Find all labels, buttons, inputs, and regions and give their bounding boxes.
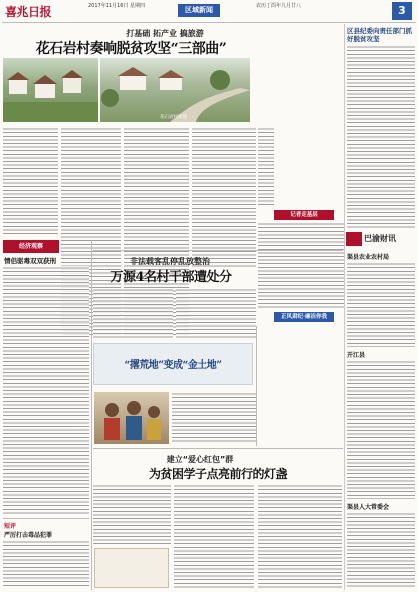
right-brief3-body [347, 512, 415, 588]
advertisement-box [94, 548, 169, 588]
right-brief3-head: 渠县人大常委会 [347, 504, 390, 511]
mid-story-kicker: 非法载客乱停乱放整治 [130, 257, 210, 266]
left-bottom-body [3, 540, 89, 588]
photo-caption: 花石岩村新貌 [160, 115, 187, 120]
column-rule-mid [256, 326, 257, 446]
mid-story-body-col2 [176, 288, 256, 340]
top-story-body-col4 [192, 127, 256, 267]
right-column-body-top [347, 45, 415, 229]
left-column-body [3, 266, 89, 516]
top-story-body-col1 [3, 127, 58, 235]
right-brief2-head: 开江县 [347, 352, 366, 359]
section-tag: 区域新闻 [178, 4, 220, 17]
column-rule-right [344, 24, 345, 590]
top-story-headline: 花石岩村奏响脱贫攻坚“三部曲” [35, 41, 227, 57]
bottom-story-body-col3 [258, 484, 342, 588]
bottom-story-kicker: 建立“爱心红包”群 [166, 455, 234, 464]
mid-story-headline: 万源4名村干部遭处分 [110, 270, 232, 285]
right-headline: 区县纪委向责任部门抓好脱贫攻坚 [347, 27, 412, 43]
left-subhead: 情侣驱毒双双获刑 [4, 257, 56, 265]
page-number: 3 [392, 2, 412, 20]
reporter-strip: 记者走基层 [274, 210, 334, 220]
bottom-story-body-col1 [93, 484, 171, 546]
brand-tag-label: 巴渝财讯 [364, 234, 396, 243]
right-brief-divider1 [347, 346, 415, 347]
masthead [0, 0, 418, 24]
village-road-photo [100, 58, 250, 122]
left-bottom-title: 严厉打击毒品犯罪 [4, 532, 53, 539]
left-divider [3, 518, 89, 519]
feature-photo [94, 392, 169, 444]
bottom-story-headline: 为贫困学子点亮前行的灯盏 [148, 467, 287, 481]
section-label-red: 经济观察 [3, 240, 59, 253]
village-houses-photo [3, 58, 98, 122]
mid-story-body-col1 [93, 288, 173, 340]
top-story-kicker: 打基础 拓产业 搞旅游 [126, 29, 204, 38]
issue-date: 2017年11月16日 星期四 [88, 3, 146, 9]
feature-banner-title: “撂荒地”变成“金土地” [124, 360, 222, 371]
right-brief2-body [347, 360, 415, 496]
brand-tag [346, 232, 412, 246]
mid-right-body [258, 222, 344, 310]
newspaper-logo: 喜兆日报 [5, 5, 52, 19]
bottom-story-divider [93, 448, 343, 449]
column-rule-left [91, 240, 92, 590]
bottom-story-body-col2 [174, 484, 254, 588]
mid-story-divider [93, 250, 343, 251]
right-brief1-head: 渠县农业农村局 [347, 254, 390, 261]
feature-body [172, 392, 256, 444]
discipline-strip: 正风肃纪·廉洁你我 [274, 312, 334, 322]
lunar-date: 农历丁酉年九月廿八 [256, 3, 302, 9]
top-story-body-col5 [258, 127, 274, 207]
left-bottom-head: 短评 [4, 523, 17, 530]
right-brief1-body [347, 262, 415, 344]
masthead-divider [2, 22, 416, 23]
right-brief-divider2 [347, 498, 415, 499]
